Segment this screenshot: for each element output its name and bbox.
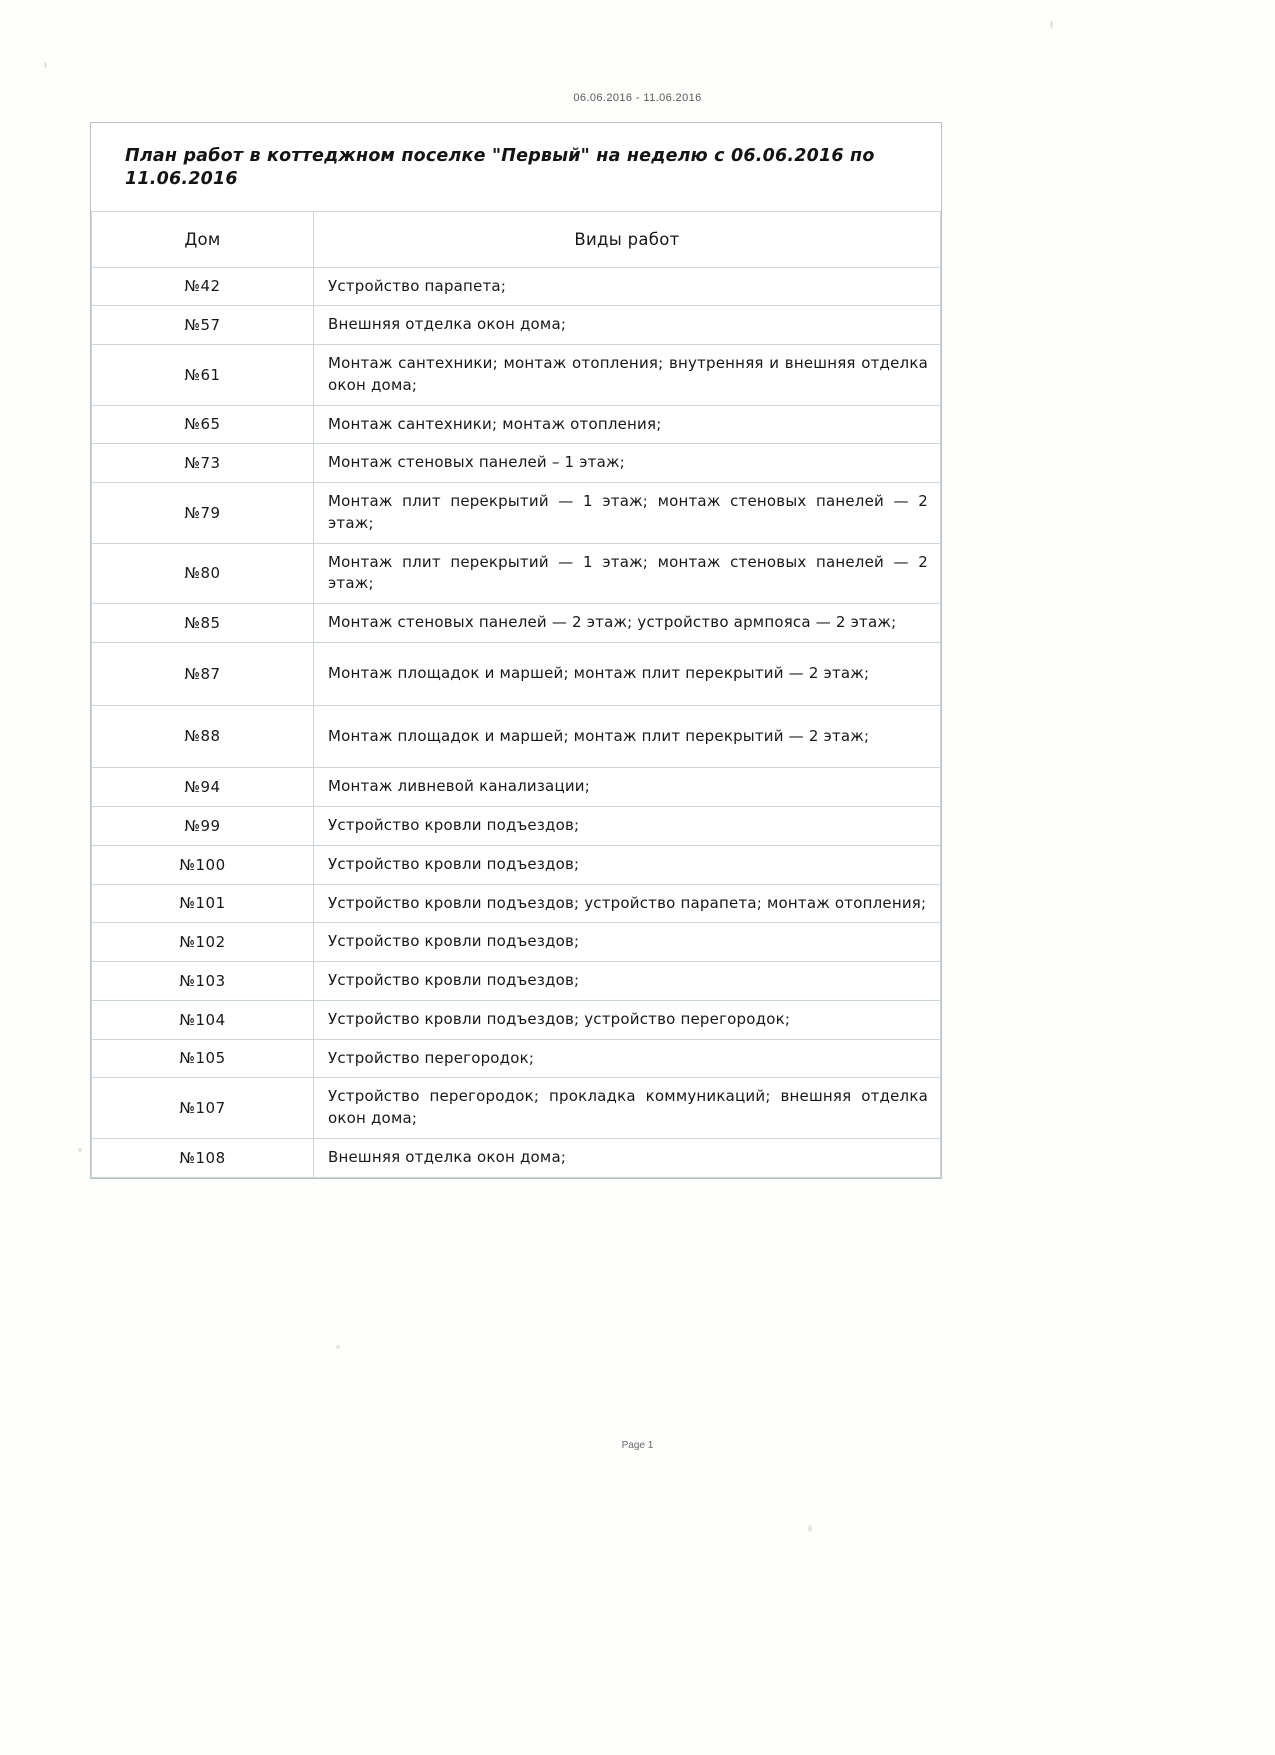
cell-house: №85: [92, 604, 314, 643]
cell-works: Внешняя отделка окон дома;: [314, 306, 941, 345]
cell-house: №103: [92, 962, 314, 1001]
cell-works: Монтаж сантехники; монтаж отопления; внутренняя и внешняя отделка окон дома;: [314, 345, 941, 406]
cell-works: Устройство кровли подъездов;: [314, 845, 941, 884]
table-row: [92, 405, 941, 444]
table-row: [92, 1138, 941, 1177]
cell-house: №102: [92, 923, 314, 962]
cell-house: №104: [92, 1000, 314, 1039]
table-row: [92, 306, 941, 345]
table-row: [92, 345, 941, 406]
table-row: [92, 768, 941, 807]
works-plan-table: [91, 211, 941, 1178]
table-row: [92, 705, 941, 768]
cell-works: Монтаж плит перекрытий — 1 этаж; монтаж стеновых панелей — 2 этаж;: [314, 483, 941, 544]
table-row: [92, 444, 941, 483]
cell-house: №65: [92, 405, 314, 444]
cell-works: Устройство кровли подъездов;: [314, 807, 941, 846]
table-row: [92, 604, 941, 643]
scan-speck: [1050, 20, 1053, 29]
cell-works: Устройство перегородок;: [314, 1039, 941, 1078]
table-body: [92, 267, 941, 1177]
cell-works: Устройство кровли подъездов;: [314, 962, 941, 1001]
cell-house: №101: [92, 884, 314, 923]
table-row: [92, 543, 941, 604]
cell-works: Монтаж стеновых панелей – 1 этаж;: [314, 444, 941, 483]
cell-works: Внешняя отделка окон дома;: [314, 1138, 941, 1177]
cell-house: №42: [92, 267, 314, 306]
table-row: [92, 1039, 941, 1078]
cell-works: Монтаж площадок и маршей; монтаж плит перекрытий — 2 этаж;: [314, 642, 941, 705]
cell-works: Устройство парапета;: [314, 267, 941, 306]
cell-house: №108: [92, 1138, 314, 1177]
cell-house: №61: [92, 345, 314, 406]
cell-house: №73: [92, 444, 314, 483]
scan-speck: [44, 62, 47, 68]
table-row: [92, 483, 941, 544]
cell-house: №100: [92, 845, 314, 884]
table-row: [92, 807, 941, 846]
cell-house: №87: [92, 642, 314, 705]
cell-house: №107: [92, 1078, 314, 1139]
table-row: [92, 923, 941, 962]
cell-works: Устройство кровли подъездов; устройство перегородок;: [314, 1000, 941, 1039]
footer-page-number: Page 1: [621, 1440, 654, 1451]
cell-house: №80: [92, 543, 314, 604]
scan-speck: [336, 1345, 340, 1349]
cell-works: Устройство кровли подъездов; устройство парапета; монтаж отопления;: [314, 884, 941, 923]
plan-document: [90, 122, 942, 1179]
scan-speck: [808, 1525, 812, 1532]
cell-works: Монтаж стеновых панелей — 2 этаж; устройство армпояса — 2 этаж;: [314, 604, 941, 643]
cell-works: Устройство кровли подъездов;: [314, 923, 941, 962]
table-row: [92, 1000, 941, 1039]
cell-works: Монтаж площадок и маршей; монтаж плит перекрытий — 2 этаж;: [314, 705, 941, 768]
table-header-row: [92, 211, 941, 267]
cell-works: Устройство перегородок; прокладка коммуникаций; внешняя отделка окон дома;: [314, 1078, 941, 1139]
cell-house: №99: [92, 807, 314, 846]
table-row: [92, 884, 941, 923]
table-row: [92, 642, 941, 705]
cell-works: Монтаж ливневой канализации;: [314, 768, 941, 807]
header-date-range: 06.06.2016 - 11.06.2016: [573, 92, 702, 104]
table-row: [92, 845, 941, 884]
cell-works: Монтаж сантехники; монтаж отопления;: [314, 405, 941, 444]
table-row: [92, 962, 941, 1001]
cell-house: №94: [92, 768, 314, 807]
cell-house: №57: [92, 306, 314, 345]
column-header-house: Дом: [92, 211, 314, 267]
column-header-works: Виды работ: [314, 211, 941, 267]
cell-house: №79: [92, 483, 314, 544]
cell-house: №105: [92, 1039, 314, 1078]
scan-speck: [78, 1148, 82, 1152]
table-row: [92, 267, 941, 306]
cell-works: Монтаж плит перекрытий — 1 этаж; монтаж стеновых панелей — 2 этаж;: [314, 543, 941, 604]
table-row: [92, 1078, 941, 1139]
cell-house: №88: [92, 705, 314, 768]
page-title: План работ в коттеджном поселке "Первый" на неделю с 06.06.2016 по 11.06.2016: [125, 146, 875, 189]
